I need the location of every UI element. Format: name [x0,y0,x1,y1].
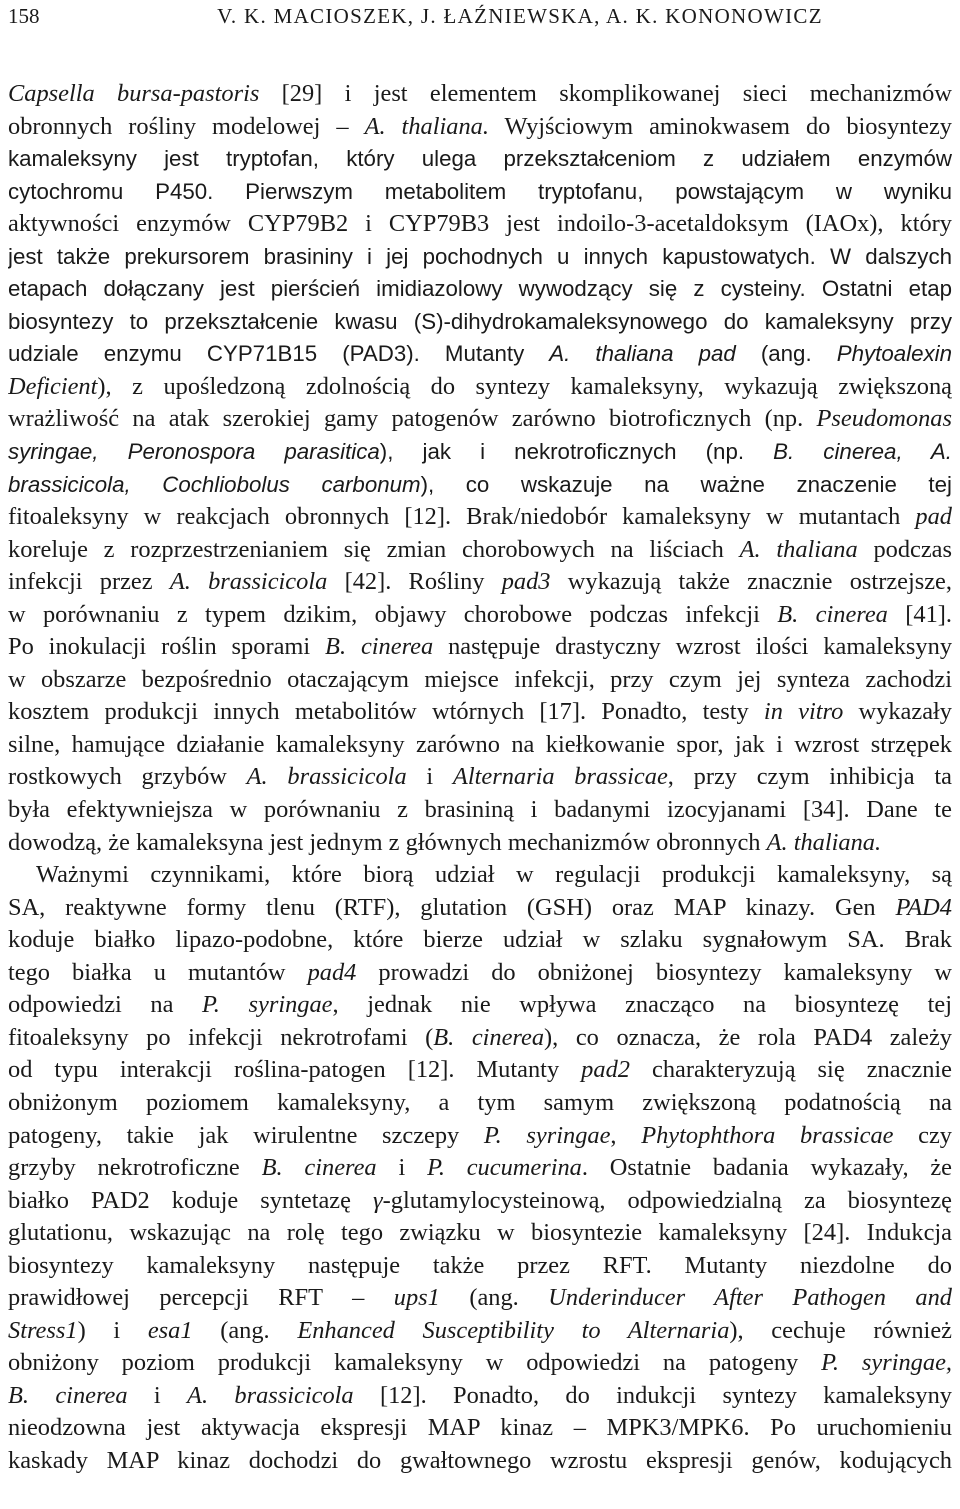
text-run: Wyjściowym aminokwasem do biosyntezy [488,112,952,140]
text-line [8,892,952,925]
text-line [8,1445,952,1478]
italic-term: esa1 [147,1316,193,1344]
italic-term: B. cinerea [261,1154,377,1182]
italic-term: P. syringae, [821,1349,952,1377]
text-run: dowodzą, że kamaleksyna jest jednym z głównych mechanizmów obronnych [8,828,767,856]
italic-term: B. cinerea [433,1023,545,1051]
italic-term: A. brassicicola [169,568,328,596]
text-line [8,78,952,111]
text-line [8,176,952,209]
italic-term: A. thaliana [739,535,858,563]
text-run: fitoaleksyny w reakcjach obronnych [12]. Brak/niedobór kamaleksyny w mutantach [8,503,916,531]
text-line [8,761,952,794]
text-line [8,1022,952,1055]
text-run: SA, reaktywne formy tlenu (RTF), glutation (GSH) oraz MAP kinazy. Gen [8,893,896,921]
italic-term: P. syringae [483,1121,611,1149]
text-run: wrażliwość na atak szerokiej gamy patogenów zarówno biotroficznych (np. [8,405,817,433]
text-line [8,1380,952,1413]
italic-term: Stress1 [8,1316,78,1344]
text-run: ), co wskazuje na ważne znaczenie tej [420,471,952,497]
italic-term: pad2 [581,1056,630,1084]
text-line [8,957,952,990]
text-line [8,1054,952,1087]
text-run: ) i [77,1316,148,1344]
text-run: i [376,1154,428,1182]
text-run: wykazują także znacznie ostrzejsze, [550,568,952,596]
text-run: etapach dołączany jest pierścień imidiazolowy wywodzący się z cysteiny. Ostatni etap [8,276,952,302]
text-run: (ang. [439,1284,549,1312]
text-line [8,371,952,404]
italic-term: A. thaliana. [364,112,489,140]
text-run: -glutamylocysteinową, odpowiedzialną za biosyntezę [382,1186,952,1214]
text-run: prawidłowej percepcji RFT – [8,1284,394,1312]
text-line [8,111,952,144]
italic-term: Capsella bursa-pastoris [8,80,260,107]
text-run: rostkowych grzybów [8,763,247,791]
text-run: i [406,763,453,791]
text-run: aktywności enzymów CYP79B2 i CYP79B3 jest indoilo-3-acetaldoksym (IAOx), który [8,210,952,238]
text-run: [12]. Ponadto, do indukcji syntezy kamaleksyny [353,1381,952,1409]
italic-term: syringae, Peronospora parasitica [8,439,380,465]
italic-term: Pseudomonas [816,405,952,433]
paragraph-first-line [8,859,952,892]
text-run: silne, hamujące działanie kamaleksyny zarówno na kiełkowanie spor, jak i wzrost strzępek [8,730,952,758]
text-run: biosyntezy kamaleksyny następuje także przez RFT. Mutanty niezdolne do [8,1251,952,1279]
text-run: , [610,1121,642,1149]
text-run: patogeny, takie jak wirulentne szczepy [8,1121,484,1149]
text-run: fitoaleksyny po infekcji nekrotrofami ( [8,1023,434,1051]
text-run: prowadzi do obniżonej biosyntezy kamaleksyny w [356,958,952,986]
text-run: charakteryzują się znacznie [629,1056,952,1084]
text-line [8,599,952,632]
italic-term: B. cinerea [777,600,888,628]
italic-term: P. syringae [202,991,333,1019]
running-header [8,4,952,34]
text-line [8,566,952,599]
italic-term: pad3 [501,568,551,596]
text-line [8,989,952,1022]
text-run: obniżony poziom produkcji kamaleksyny w odpowiedzi na patogeny [8,1349,822,1377]
text-run: od typu interakcji roślina-patogen [12]. Mutanty [8,1056,582,1084]
italic-term: A. thaliana. [766,828,882,856]
text-line [8,241,952,274]
text-line [8,143,952,176]
italic-term: brassicicola, Cochliobolus carbonum [8,471,421,497]
italic-term: B. cinerea [8,1381,128,1409]
text-line [8,1347,952,1380]
text-run: następuje drastyczny wzrost ilości kamaleksyny [433,633,952,661]
text-line [8,664,952,697]
text-run: kamaleksyny jest tryptofan, który ulega przekształceniom z udziałem enzymów [8,146,952,172]
italic-term: Alternaria brassicae [452,763,668,791]
running-head-authors: V. K. MACIOSZEK, J. ŁAŹNIEWSKA, A. K. KONONOWICZ [217,4,823,28]
text-run: odpowiedzi na [8,991,203,1019]
text-line [8,306,952,339]
text-line [8,1120,952,1153]
text-run: cytochromu P450. Pierwszym metabolitem tryptofanu, powstającym w wyniku [8,178,952,204]
text-line [8,501,952,534]
italic-term: Enhanced Susceptibility to Alternaria [297,1316,730,1344]
text-line [8,631,952,664]
text-line [8,924,952,957]
text-run: Ważnymi czynnikami, które biorą udział w regulacji produkcji kamaleksyny, są [36,861,952,889]
text-run: w obszarze bezpośrednio otaczającym miejsce infekcji, przy czym jej synteza zachodzi [8,665,952,693]
body-text [8,78,952,1478]
text-run: białko PAD2 koduje syntetazę [8,1186,374,1214]
italic-term: PAD4 [895,893,952,921]
text-run: (ang. [192,1316,298,1344]
text-run: obronnych rośliny modelowej – [8,112,365,140]
text-line [8,1412,952,1445]
text-run: kaskady MAP kinaz dochodzi do gwałtownego wzrostu ekspresji genów, kodujących [8,1446,952,1474]
italic-term: P. cucumerina [427,1154,582,1182]
text-line [8,1250,952,1283]
text-run: [29] i jest elementem skomplikowanej sieci mechanizmów [259,80,952,107]
text-line [8,273,952,306]
text-run: obniżonym poziomem kamaleksyny, a tym samym zwiększoną podatnością na [8,1088,952,1116]
italic-term: γ [373,1186,383,1214]
text-run: koreluje z rozprzestrzenianiem się zmian chorobowych na liściach [8,535,740,563]
text-line [8,696,952,729]
italic-term: Phytoalexin [836,341,952,367]
text-line [8,729,952,762]
text-run: , jednak nie wpływa znacząco na biosyntezę tej [332,991,952,1019]
text-line [8,1087,952,1120]
text-line [8,794,952,827]
text-run: koduje białko lipazo-podobne, które bierze udział w szlaku sygnałowym SA. Brak [8,926,952,954]
italic-term: A. brassicicola [187,1381,354,1409]
italic-term: pad [915,503,952,531]
text-run: . Ostatnie badania wykazały, że [581,1154,952,1182]
text-run: nieodzowna jest aktywacja ekspresji MAP kinaz – MPK3/MPK6. Po uruchomieniu [8,1414,952,1442]
text-run: Po inokulacji roślin sporami [8,633,326,661]
text-line [8,1282,952,1315]
text-run: (ang. [735,341,837,367]
text-run: grzyby nekrotroficzne [8,1154,262,1182]
italic-term: A. brassicicola [246,763,407,791]
italic-term: in vitro [763,698,844,726]
text-run: udziale enzymu CYP71B15 (PAD3). Mutanty [8,341,550,367]
text-line [8,827,952,860]
text-line [8,338,952,371]
italic-term: ups1 [393,1284,440,1312]
text-run: wykazały [843,698,952,726]
text-run: czy [893,1121,952,1149]
italic-term: pad4 [307,958,357,986]
text-run: [42]. Rośliny [327,568,502,596]
text-run: ), z upośledzoną zdolnością do syntezy kamaleksyny, wykazują zwiększoną [97,372,952,400]
text-run: tego białka u mutantów [8,958,308,986]
text-line [8,436,952,469]
text-run: i [127,1381,188,1409]
text-run: była efektywniejsza w porównaniu z brasininą i badanymi izocyjanami [34]. Dane te [8,796,952,824]
text-run: jest także prekursorem brasininy i jej pochodnych u innych kapustowatych. W dalszych [8,243,952,269]
text-line [8,1152,952,1185]
italic-term: Phytophthora brassicae [641,1121,894,1149]
text-line [8,1217,952,1250]
text-run: infekcji przez [8,568,170,596]
text-run: , przy czym inhibicja ta [667,763,952,791]
text-run: glutationu, wskazując na rolę tego związku w biosyntezie kamaleksyny [24]. Indukcja [8,1219,952,1247]
italic-term: A. thaliana pad [549,341,736,367]
text-run: podczas [857,535,952,563]
text-line [8,403,952,436]
text-line [8,1185,952,1218]
text-run: ), co oznacza, że rola PAD4 zależy [544,1023,952,1051]
italic-term: B. cinerea, A. [773,439,952,465]
text-line [8,1315,952,1348]
text-line [8,534,952,567]
text-run: ), cechuje również [729,1316,952,1344]
text-line [8,208,952,241]
italic-term: Deficient [8,372,98,400]
text-run: ), jak i nekrotroficznych (np. [379,439,774,465]
text-run: biosyntezy to przekształcenie kwasu (S)-dihydrokamaleksynowego do kamaleksyny przy [8,308,952,334]
text-run: w porównaniu z typem dzikim, objawy chorobowe podczas infekcji [8,600,778,628]
page-number: 158 [8,4,40,28]
italic-term: B. cinerea [325,633,434,661]
italic-term: Underinducer After Pathogen and [548,1284,952,1312]
text-run: kosztem produkcji innych metabolitów wtórnych [17]. Ponadto, testy [8,698,764,726]
text-run: [41]. [887,600,952,628]
text-line [8,469,952,502]
